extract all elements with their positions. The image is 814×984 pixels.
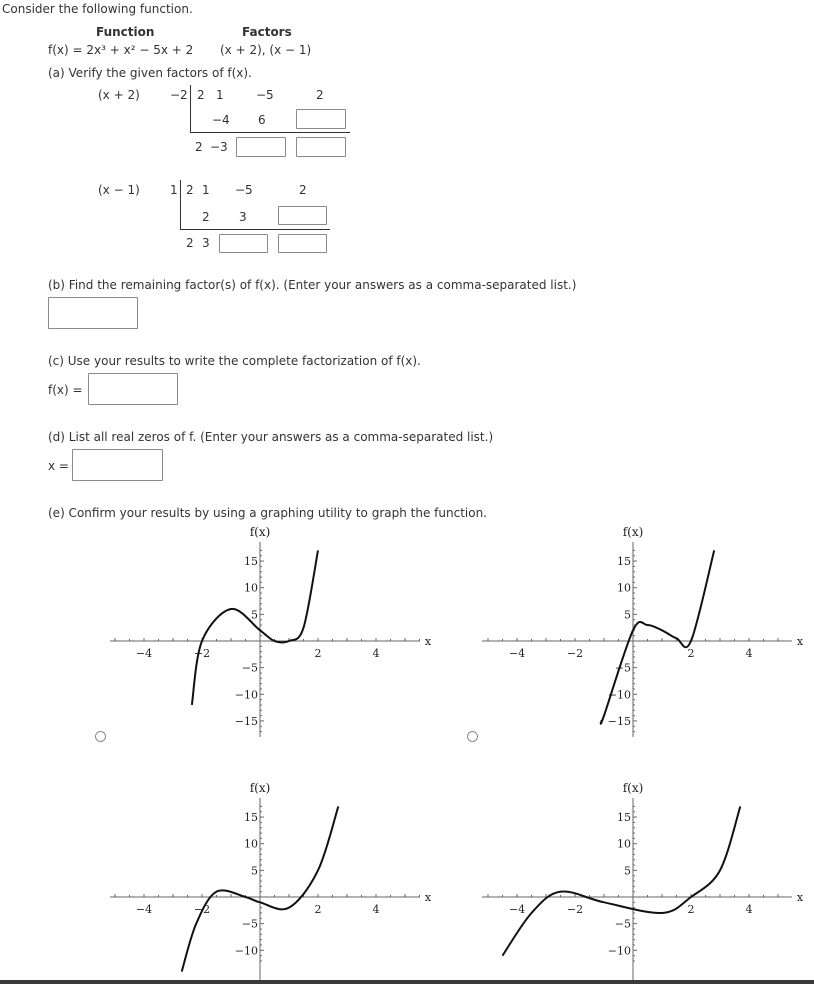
part-e-prompt: (e) Confirm your results by using a graphing utility to graph the function. bbox=[48, 506, 487, 520]
y-axis-label: f(x) bbox=[622, 781, 644, 795]
div2-row3: 2 bbox=[186, 236, 194, 250]
x-tick-label: 2 bbox=[314, 903, 322, 916]
div1-coef: 2 bbox=[316, 88, 324, 102]
y-tick-label: −5 bbox=[241, 917, 258, 931]
div1-coef: 1 bbox=[216, 88, 224, 102]
div2-row3-answer-input-2[interactable] bbox=[278, 234, 327, 253]
x-tick-label: 2 bbox=[687, 647, 695, 660]
x-tick-label: −4 bbox=[135, 903, 153, 916]
div1-row3: 2 bbox=[195, 140, 203, 154]
x-tick-label: −2 bbox=[566, 647, 584, 660]
zeros-input[interactable] bbox=[72, 449, 163, 481]
part-c-prompt: (c) Use your results to write the complete factorization of f(x). bbox=[48, 354, 421, 368]
x-tick-label: −4 bbox=[508, 903, 526, 916]
div1-row3: −3 bbox=[210, 140, 228, 154]
div2-coef: −5 bbox=[235, 183, 253, 197]
y-tick-label: 5 bbox=[624, 608, 631, 622]
x-tick-label: 4 bbox=[372, 903, 380, 916]
div1-row2: 6 bbox=[258, 113, 266, 127]
part-a-prompt: (a) Verify the given factors of f(x). bbox=[48, 66, 252, 80]
y-tick-label: 10 bbox=[244, 581, 258, 595]
div1-label: (x + 2) bbox=[98, 88, 140, 102]
intro-text: Consider the following function. bbox=[2, 2, 193, 16]
y-tick-label: 15 bbox=[244, 555, 258, 569]
axes bbox=[110, 798, 420, 983]
function-header: Function bbox=[96, 25, 155, 39]
graph-option-4[interactable] bbox=[472, 778, 814, 983]
x-axis-label: x bbox=[424, 635, 432, 648]
axes bbox=[482, 542, 792, 737]
div1-row2-answer-input[interactable] bbox=[296, 109, 346, 129]
graph-option-2[interactable] bbox=[472, 522, 814, 747]
x-tick-label: 2 bbox=[314, 647, 322, 660]
div1-row3-answer-input-2[interactable] bbox=[296, 137, 346, 157]
div1-coef: 2 bbox=[197, 88, 205, 102]
div2-row3-answer-input-1[interactable] bbox=[219, 234, 268, 253]
factorization-input[interactable] bbox=[88, 373, 178, 405]
part-c-label: f(x) = bbox=[48, 383, 83, 397]
y-tick-label: 5 bbox=[624, 864, 631, 878]
y-tick-label: 10 bbox=[244, 837, 258, 851]
y-tick-label: −10 bbox=[234, 944, 258, 958]
y-tick-label: −15 bbox=[607, 714, 631, 728]
x-axis-label: x bbox=[796, 891, 804, 904]
x-tick-label: 2 bbox=[687, 903, 695, 916]
x-tick-label: 4 bbox=[372, 647, 380, 660]
y-axis-label: f(x) bbox=[249, 525, 271, 539]
factors-header: Factors bbox=[242, 25, 292, 39]
graph-option-1[interactable] bbox=[100, 522, 440, 747]
x-tick-label: 4 bbox=[745, 647, 753, 660]
x-tick-label: −4 bbox=[508, 647, 526, 660]
function-curve bbox=[503, 806, 741, 958]
y-tick-label: 15 bbox=[617, 555, 631, 569]
x-tick-label: 4 bbox=[745, 903, 753, 916]
function-curve bbox=[192, 550, 318, 705]
div1-coef: −5 bbox=[256, 88, 274, 102]
div2-root: 1 bbox=[170, 183, 178, 197]
y-tick-label: −10 bbox=[607, 944, 631, 958]
y-axis-label: f(x) bbox=[622, 525, 644, 539]
x-tick-label: −2 bbox=[193, 647, 211, 660]
x-axis-label: x bbox=[424, 891, 432, 904]
div2-coef: 1 bbox=[202, 183, 210, 197]
x-tick-label: −2 bbox=[566, 903, 584, 916]
part-d-label: x = bbox=[48, 459, 69, 473]
y-tick-label: 15 bbox=[244, 811, 258, 825]
y-tick-label: −5 bbox=[614, 661, 631, 675]
x-axis-label: x bbox=[796, 635, 804, 648]
div1-row2: −4 bbox=[212, 113, 230, 127]
x-tick-label: −2 bbox=[193, 903, 211, 916]
x-tick-label: −4 bbox=[135, 647, 153, 660]
y-tick-label: 10 bbox=[617, 581, 631, 595]
y-tick-label: 10 bbox=[617, 837, 631, 851]
div2-coef: 2 bbox=[299, 183, 307, 197]
y-tick-label: −5 bbox=[614, 917, 631, 931]
y-tick-label: 5 bbox=[251, 864, 258, 878]
function-expression: f(x) = 2x³ + x² − 5x + 2 bbox=[48, 43, 194, 57]
axes bbox=[110, 542, 420, 737]
axes bbox=[482, 798, 792, 983]
part-d-prompt: (d) List all real zeros of f. (Enter your answers as a comma-separated list.) bbox=[48, 430, 494, 444]
y-tick-label: 15 bbox=[617, 811, 631, 825]
y-tick-label: −15 bbox=[234, 714, 258, 728]
y-tick-label: −10 bbox=[607, 688, 631, 702]
div1-row3-answer-input-1[interactable] bbox=[236, 137, 286, 157]
div2-label: (x − 1) bbox=[98, 183, 140, 197]
div2-row2: 2 bbox=[202, 210, 210, 224]
y-axis-label: f(x) bbox=[249, 781, 271, 795]
div2-row2: 3 bbox=[239, 210, 247, 224]
div2-row2-answer-input[interactable] bbox=[278, 206, 327, 225]
factors-list: (x + 2), (x − 1) bbox=[220, 43, 312, 57]
div2-row3: 3 bbox=[202, 236, 210, 250]
remaining-factors-input[interactable] bbox=[48, 297, 138, 329]
div1-root: −2 bbox=[170, 88, 188, 102]
y-tick-label: −10 bbox=[234, 688, 258, 702]
div2-coef: 2 bbox=[186, 183, 194, 197]
y-tick-label: −5 bbox=[241, 661, 258, 675]
y-tick-label: 5 bbox=[251, 608, 258, 622]
part-b-prompt: (b) Find the remaining factor(s) of f(x). (Enter your answers as a comma-separated list.) bbox=[48, 278, 577, 292]
bottom-scroll-edge bbox=[0, 980, 814, 984]
graph-option-3[interactable] bbox=[100, 778, 440, 983]
